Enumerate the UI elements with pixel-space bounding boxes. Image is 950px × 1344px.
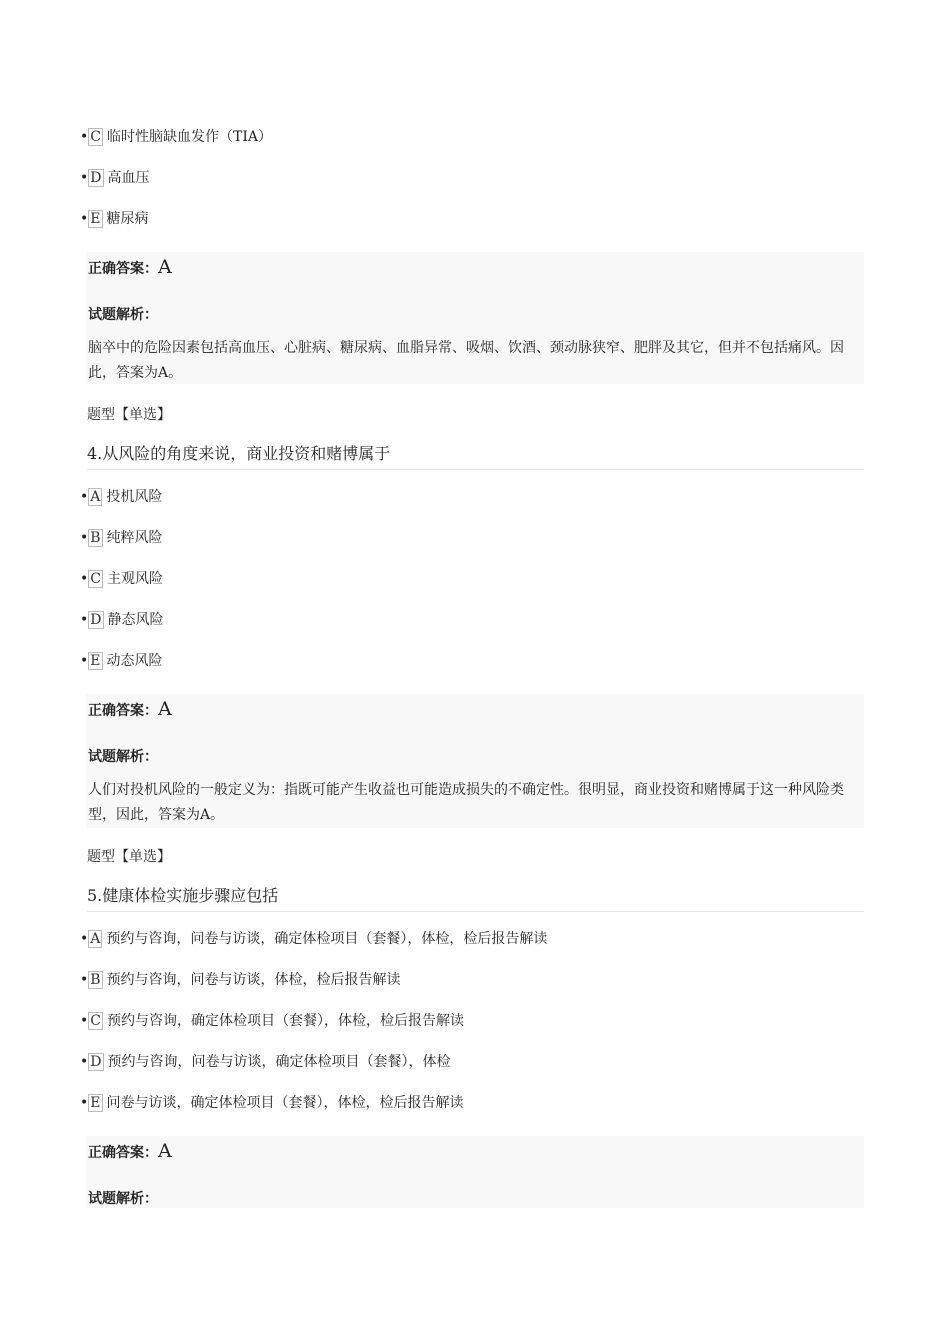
option-letter: B [90,530,101,546]
option-d[interactable]: • D 预约与咨询，问卷与访谈，确定体检项目（套餐），体检 [80,1054,451,1070]
answer-panel [86,1136,864,1208]
explanation-title: 试题解析： [88,307,158,323]
option-letter: E [90,211,101,227]
option-letter: E [90,653,101,669]
option-text: 预约与咨询，问卷与访谈，体检，检后报告解读 [106,972,401,988]
option-e[interactable]: • E 问卷与访谈，确定体检项目（套餐），体检，检后报告解读 [80,1095,464,1111]
option-text: 预约与咨询，确定体检项目（套餐），体检，检后报告解读 [106,1013,464,1029]
explanation-title: 试题解析： [88,1191,158,1207]
option-c[interactable]: • C 临时性脑缺血发作（TIA） [80,129,272,145]
option-b[interactable]: • B 纯粹风险 [80,530,163,546]
option-d[interactable]: • D 静态风险 [80,612,164,628]
option-text: 预约与咨询，问卷与访谈，确定体检项目（套餐），体检 [107,1054,451,1070]
option-c[interactable]: • C 主观风险 [80,571,163,587]
correct-answer: 正确答案：A [88,256,172,278]
option-letter: C [90,1013,101,1029]
option-text: 动态风险 [106,653,163,669]
option-text: 问卷与访谈，确定体检项目（套餐），体检，检后报告解读 [106,1095,464,1111]
option-text: 预约与咨询，问卷与访谈，确定体检项目（套餐），体检，检后报告解读 [106,931,548,947]
question-type: 题型【单选】 [87,849,171,865]
answer-value: A [158,698,172,720]
option-letter: A [90,931,101,947]
question-title: 4.从风险的角度来说，商业投资和赌博属于 [87,441,864,470]
explanation-title: 试题解析： [88,749,158,765]
explanation-text: 人们对投机风险的一般定义为：指既可能产生收益也可能造成损失的不确定性。很明显，商业投资和赌博属于这一种风险类型，因此，答案为A。 [88,782,844,823]
option-text: 糖尿病 [106,211,149,227]
option-text: 纯粹风险 [106,530,163,546]
option-d[interactable]: • D 高血压 [80,170,150,186]
option-letter: D [90,170,102,186]
explanation-text: 脑卒中的危险因素包括高血压、心脏病、糖尿病、血脂异常、吸烟、饮酒、颈动脉狭窄、肥胖及其它，但并不包括痛风。因此，答案为A。 [88,340,844,381]
option-letter: C [90,129,101,145]
option-text: 静态风险 [107,612,164,628]
option-a[interactable]: • A 投机风险 [80,489,163,505]
answer-panel [86,694,864,828]
option-letter: E [90,1095,101,1111]
option-text: 临时性脑缺血发作（TIA） [106,129,272,145]
option-letter: D [90,1054,102,1070]
option-c[interactable]: • C 预约与咨询，确定体检项目（套餐），体检，检后报告解读 [80,1013,464,1029]
option-e[interactable]: • E 动态风险 [80,653,163,669]
correct-answer: 正确答案：A [88,698,172,720]
question-type: 题型【单选】 [87,407,171,423]
answer-value: A [158,256,172,278]
option-b[interactable]: • B 预约与咨询，问卷与访谈，体检，检后报告解读 [80,972,401,988]
option-letter: A [90,489,101,505]
option-text: 主观风险 [106,571,163,587]
option-letter: C [90,571,101,587]
answer-value: A [158,1140,172,1162]
option-text: 高血压 [107,170,150,186]
question-title: 5.健康体检实施步骤应包括 [87,883,864,912]
answer-panel [86,252,864,384]
option-letter: B [90,972,101,988]
option-a[interactable]: • A 预约与咨询，问卷与访谈，确定体检项目（套餐），体检，检后报告解读 [80,931,548,947]
correct-answer: 正确答案：A [88,1140,172,1162]
option-text: 投机风险 [106,489,163,505]
option-letter: D [90,612,102,628]
option-e[interactable]: • E 糖尿病 [80,211,149,227]
